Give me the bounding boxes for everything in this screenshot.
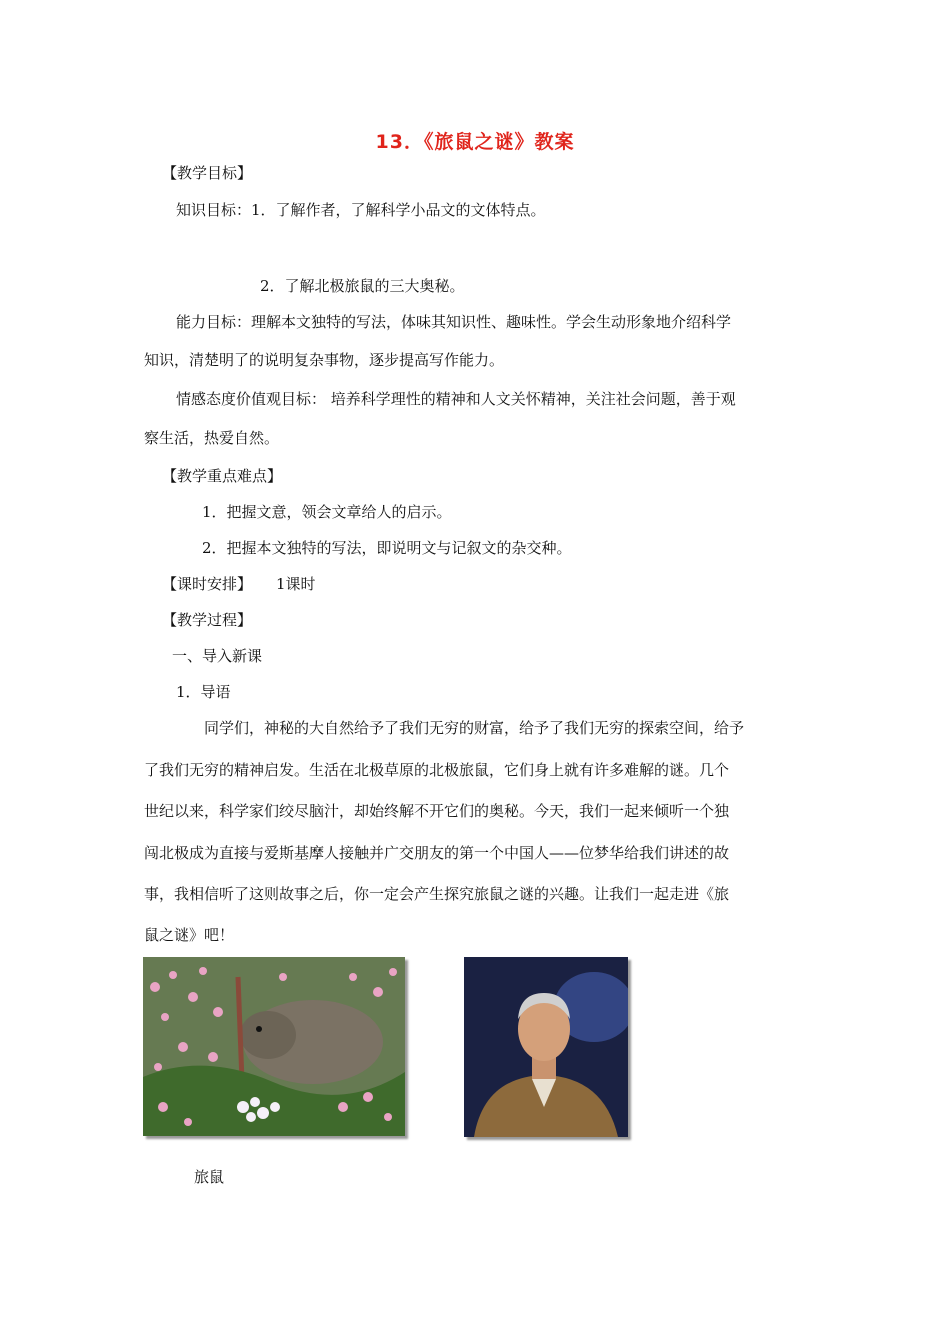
knowledge-goal-1: 知识目标：1．了解作者，了解科学小品文的文体特点。: [176, 201, 546, 219]
key-point-2: 2．把握本文独特的写法，即说明文与记叙文的杂交种。: [202, 539, 572, 557]
process-heading: 【教学过程】: [162, 611, 253, 629]
knowledge-goal-2: 2．了解北极旅鼠的三大奥秘。: [260, 277, 465, 295]
subsection-heading-1: 1．导语: [176, 683, 231, 701]
intro-line-1: 同学们，神秘的大自然给予了我们无穷的财富，给予了我们无穷的探索空间，给予: [204, 719, 745, 737]
author-photo: [464, 957, 628, 1137]
lemming-caption: 旅鼠: [194, 1168, 225, 1186]
lemming-photo: [143, 957, 405, 1136]
teaching-goals-heading: 【教学目标】: [162, 164, 253, 182]
key-points-heading: 【教学重点难点】: [162, 467, 283, 485]
author-portrait-illustration: [464, 957, 628, 1137]
intro-line-2: 了我们无穷的精神启发。生活在北极草原的北极旅鼠，它们身上就有许多难解的谜。几个: [144, 761, 730, 779]
ability-goal-line-2: 知识，清楚明了的说明复杂事物，逐步提高写作能力。: [144, 351, 505, 369]
intro-line-5: 事，我相信听了这则故事之后，你一定会产生探究旅鼠之谜的兴趣。让我们一起走进《旅: [144, 885, 730, 903]
ability-goal-line-1: 能力目标：理解本文独特的写法，体味其知识性、趣味性。学会生动形象地介绍科学: [176, 313, 732, 331]
schedule-value: 1课时: [276, 575, 316, 593]
schedule-heading: 【课时安排】: [162, 575, 253, 593]
intro-line-6: 鼠之谜》吧！: [144, 926, 235, 944]
intro-line-4: 闯北极成为直接与爱斯基摩人接触并广交朋友的第一个中国人——位梦华给我们讲述的故: [144, 844, 730, 862]
key-point-1: 1．把握文意，领会文章给人的启示。: [202, 503, 452, 521]
section-heading-1: 一、导入新课: [172, 647, 263, 665]
lemming-illustration: [143, 957, 405, 1136]
emotion-goal-line-1: 情感态度价值观目标： 培养科学理性的精神和人文关怀精神，关注社会问题，善于观: [176, 390, 736, 408]
document-title: 13．《旅鼠之谜》教案: [375, 131, 575, 153]
emotion-goal-line-2: 察生活，热爱自然。: [144, 429, 280, 447]
intro-line-3: 世纪以来，科学家们绞尽脑汁，却始终解不开它们的奥秘。今天，我们一起来倾听一个独: [144, 802, 730, 820]
